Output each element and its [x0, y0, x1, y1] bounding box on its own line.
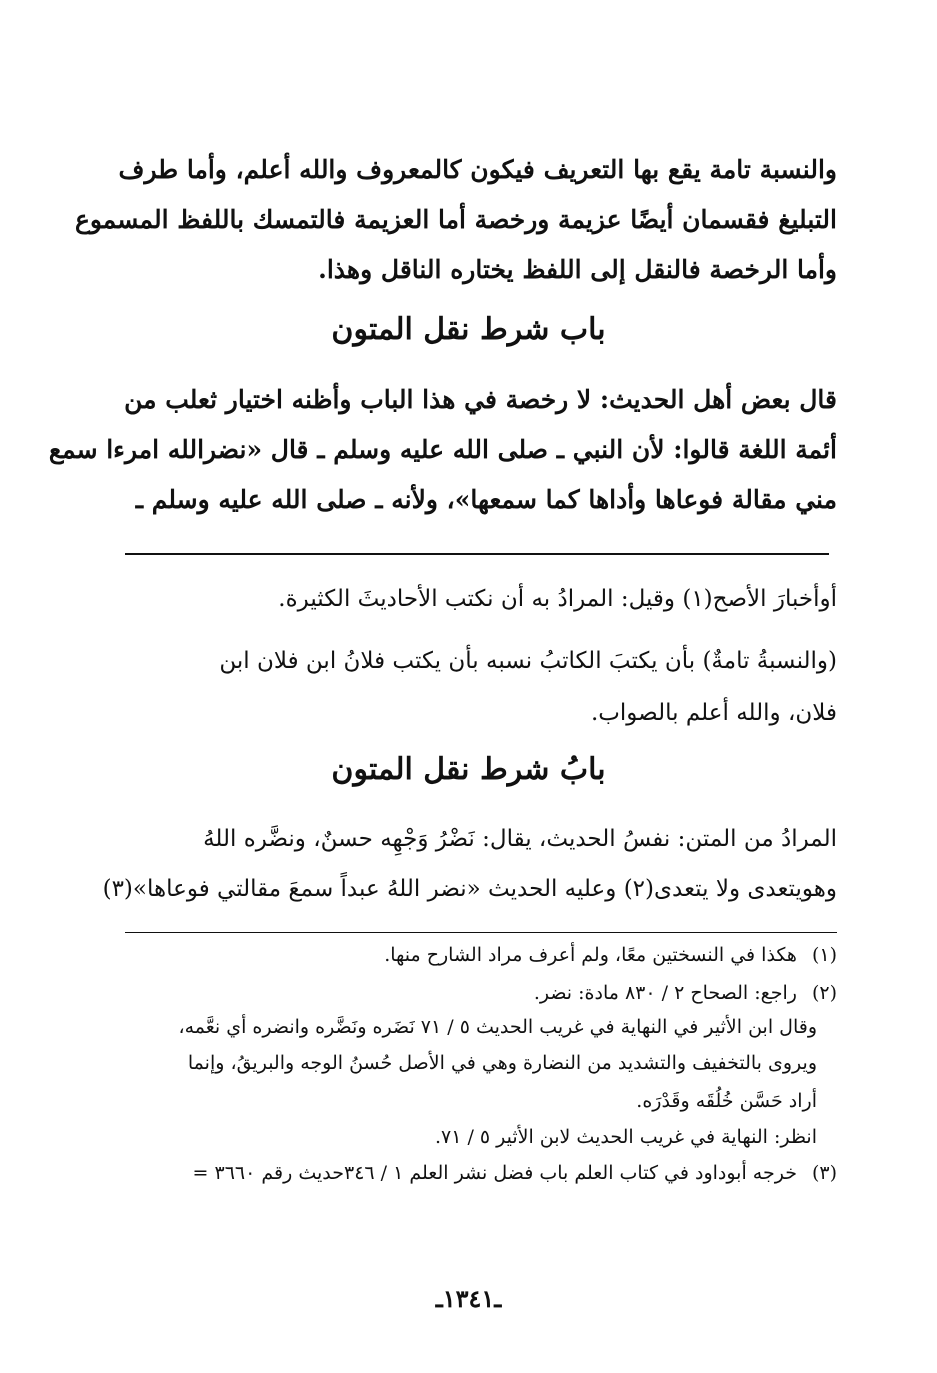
- footnote-number: (٣): [811, 1162, 837, 1184]
- footnote-2: [90, 980, 837, 1006]
- section-heading: باب شرط نقل المتون: [331, 312, 606, 347]
- main-text-line: قال بعض أهل الحديث: لا رخصة في هذا الباب وأظنه اختيار ثعلب من: [124, 385, 837, 414]
- footnote-text: هكذا في النسختين معًا، ولم أعرف مراد الشارح منها.: [384, 944, 797, 966]
- footnote-text: أراد حَسَّن خُلُقَه وقَدْرَه.: [636, 1090, 817, 1112]
- main-text-line: أئمة اللغة قالوا: لأن النبي ـ صلى الله عليه وسلم ـ قال «نضرالله امرءا سمع: [48, 435, 837, 464]
- footnote-continuation: [90, 1124, 817, 1150]
- footnote-text: وقال ابن الأثير في النهاية في غريب الحديث ٥ / ٧١ نَضَره ونَضَّره وانضره أي نعَّمه،: [178, 1016, 817, 1038]
- separator-rule: [125, 553, 829, 555]
- footnote-3: [90, 1160, 837, 1186]
- commentary-line: (والنسبةُ تامةٌ) بأن يكتبَ الكاتبُ نسبه بأن يكتب فلانُ ابن فلان ابن: [219, 648, 837, 674]
- footnote-text: انظر: النهاية في غريب الحديث لابن الأثير ٥ / ٧١.: [434, 1126, 817, 1148]
- footnote-text: راجع: الصحاح ٢ / ٨٣٠ مادة: نضر.: [533, 982, 797, 1004]
- footnote-text: ويروى بالتخفيف والتشديد من النضارة وهي في الأصل حُسنُ الوجه والبريقُ، وإنما: [187, 1052, 817, 1074]
- footnote-1: [90, 942, 837, 968]
- commentary-line: وهويتعدى ولا يتعدى(٢) وعليه الحديث «نضر اللهُ عبداً سمعَ مقالتي فوعاها»(٣): [102, 876, 837, 902]
- footnote-continuation: [90, 1014, 817, 1040]
- main-text-line: مني مقالة فوعاها وأداها كما سمعها»، ولأنه ـ صلى الله عليه وسلم ـ: [135, 485, 837, 514]
- footnote-rule: [125, 932, 837, 933]
- main-text-line: وأما الرخصة فالنقل إلى اللفظ يختاره الناقل وهذا.: [318, 255, 837, 284]
- footnote-number: (١): [811, 944, 837, 966]
- footnote-text: خرجه أبوداود في كتاب العلم باب فضل نشر العلم ١ / ٣٤٦حديث رقم ٣٦٦٠ =: [192, 1162, 797, 1184]
- commentary-heading: بابُ شرط نقل المتون: [331, 752, 606, 787]
- footnote-continuation: [90, 1088, 817, 1114]
- footnote-continuation: [90, 1050, 817, 1076]
- footnote-number: (٢): [811, 982, 837, 1004]
- commentary-line: فلان، والله أعلم بالصواب.: [590, 700, 837, 726]
- commentary-line: أوأخبارَ الأصح(١) وقيل: المرادُ به أن نكتب الأحاديثَ الكثيرة.: [278, 586, 837, 612]
- page-number: ـ١٣٤١ـ: [435, 1284, 502, 1313]
- commentary-line: المرادُ من المتن: نفسُ الحديث، يقال: نَضْرُ وَجْهِه حسنٌ، ونضَّره اللهُ: [203, 826, 837, 852]
- main-text-line: والنسبة تامة يقع بها التعريف فيكون كالمعروف والله أعلم، وأما طرف: [118, 155, 837, 184]
- main-text-line: التبليغ فقسمان أيضًا عزيمة ورخصة أما العزيمة فالتمسك باللفظ المسموع: [74, 205, 837, 234]
